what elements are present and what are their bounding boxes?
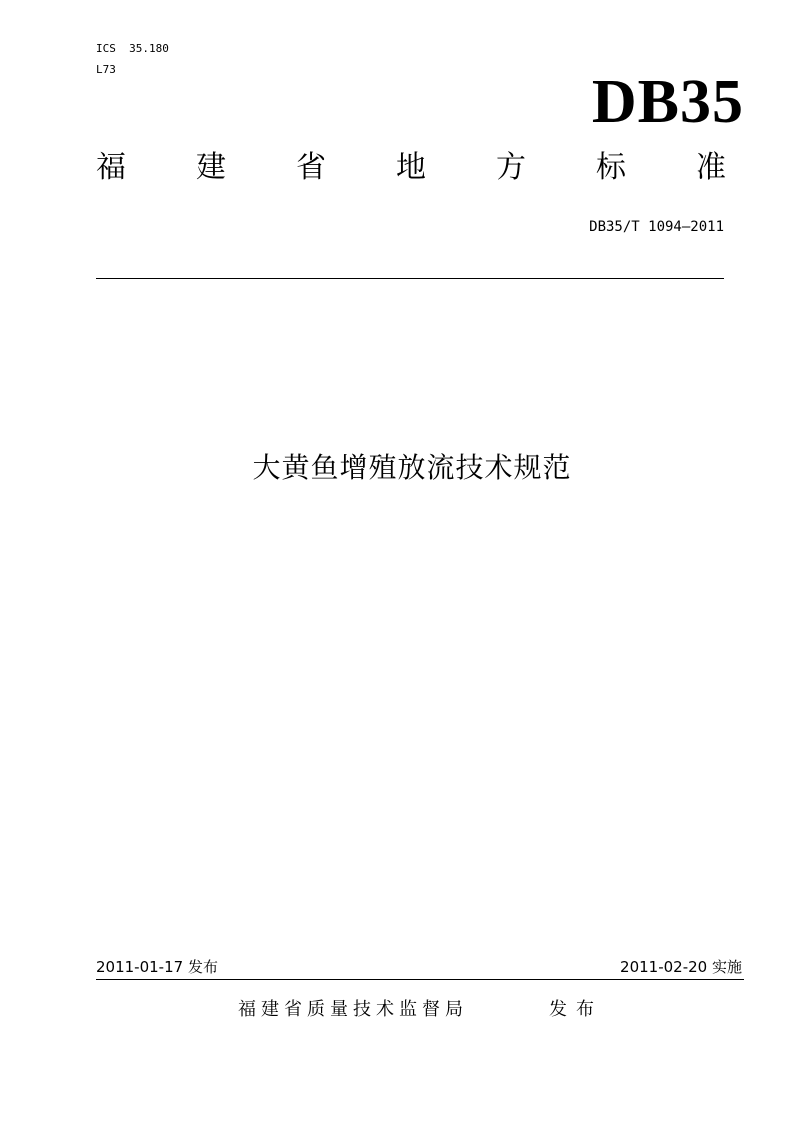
footer-divider (96, 979, 744, 980)
implementation-date: 2011-02-20 实施 (620, 958, 742, 976)
ics-code: ICS 35.180 (96, 42, 169, 55)
header-divider (96, 278, 724, 279)
standard-type-title (96, 148, 726, 188)
document-title: 大黄鱼增殖放流技术规范 (252, 451, 572, 484)
standard-type-char: 准 (696, 150, 726, 185)
standard-logo: DB35 (591, 68, 744, 136)
standard-type-char: 福 (96, 150, 126, 185)
standard-type-char: 省 (296, 150, 326, 185)
issue-label: 发布 (549, 999, 603, 1020)
ccs-code: L73 (96, 63, 116, 76)
standard-type-char: 方 (496, 150, 526, 185)
release-date: 2011-01-17 发布 (96, 958, 218, 976)
issuing-authority: 福建省质量技术监督局 (238, 999, 468, 1020)
standard-type-char: 建 (196, 150, 226, 185)
standard-type-char: 标 (596, 150, 626, 185)
standard-type-char: 地 (396, 150, 426, 185)
standard-number: DB35/T 1094—2011 (589, 219, 724, 235)
